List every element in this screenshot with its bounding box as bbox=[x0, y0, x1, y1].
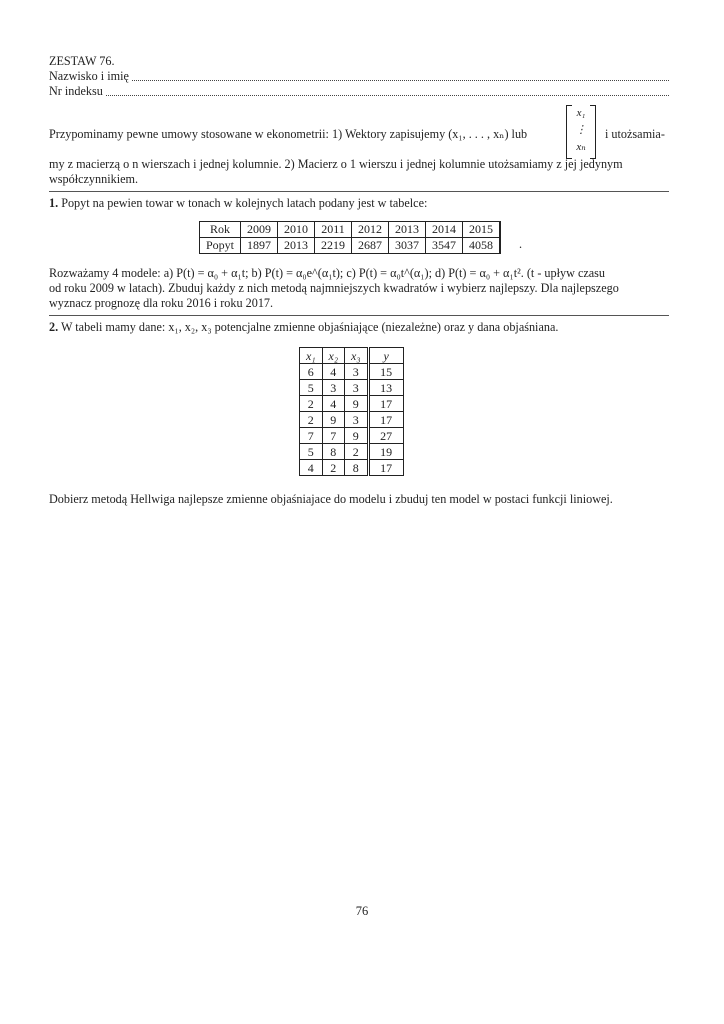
table-cell: 4 bbox=[322, 364, 345, 380]
table-cell: 8 bbox=[345, 460, 369, 476]
table-cell: 17 bbox=[368, 412, 403, 428]
task1-header bbox=[49, 196, 669, 211]
table-cell: 2010 bbox=[278, 222, 315, 238]
document-page bbox=[49, 54, 669, 507]
index-label: Nr indeksu bbox=[49, 84, 103, 98]
table-header-x3: x₃ bbox=[345, 348, 369, 364]
task2-closing-text: Dobierz metodą Hellwiga najlepsze zmienne objaśniajace do modelu i zbuduj ten model w postaci funkcji liniowej. bbox=[49, 492, 613, 506]
column-vector-matrix bbox=[566, 105, 596, 157]
table-cell: 2 bbox=[345, 444, 369, 460]
table-header-row bbox=[300, 348, 404, 364]
table-cell: 3547 bbox=[426, 238, 463, 254]
name-dotted-line bbox=[132, 70, 669, 81]
task2-text: W tabeli mamy dane: x₁, x₂, x₃ potencjalne zmienne objaśniające (niezależne) oraz y dana objaśniana. bbox=[60, 320, 559, 334]
variables-table-wrap bbox=[299, 347, 669, 476]
table-cell: 2011 bbox=[315, 222, 352, 238]
table-cell: 19 bbox=[368, 444, 403, 460]
table-cell: 3037 bbox=[389, 238, 426, 254]
matrix-top-entry: x₁ bbox=[576, 107, 586, 119]
page-number: 76 bbox=[355, 904, 369, 918]
table-cell: 8 bbox=[322, 444, 345, 460]
intro-line-3: współczynnikiem. bbox=[49, 172, 139, 186]
table-cell: 6 bbox=[300, 364, 323, 380]
table-cell: 17 bbox=[368, 396, 403, 412]
table-cell: 4 bbox=[300, 460, 323, 476]
task1-models-line-1: Rozważamy 4 modele: a) P(t) = α₀ + α₁t; b) P(t) = α₀e^(α₁t); c) P(t) = α₀t^(α₁); d) P(t) = α₀ + α₁t². (t - upływ czasu bbox=[49, 266, 606, 280]
table-cell: 15 bbox=[368, 364, 403, 380]
task2-number: 2. bbox=[49, 320, 59, 334]
table-header-y: y bbox=[368, 348, 403, 364]
table-cell: 2 bbox=[300, 396, 323, 412]
index-dotted-line bbox=[106, 85, 669, 96]
table-cell-popyt: Popyt bbox=[200, 238, 241, 254]
table-row bbox=[300, 412, 404, 428]
table-cell: 13 bbox=[368, 380, 403, 396]
table-row-demand bbox=[200, 238, 501, 254]
table-row bbox=[300, 460, 404, 476]
table-cell: 2687 bbox=[352, 238, 389, 254]
table-cell: 3 bbox=[345, 380, 369, 396]
task2-header bbox=[49, 320, 669, 335]
table-cell: 17 bbox=[368, 460, 403, 476]
demand-table-wrap bbox=[199, 221, 669, 254]
table-header-x2: x₂ bbox=[322, 348, 345, 364]
intro-text-1: Przypominamy pewne umowy stosowane w ekonometrii: 1) Wektory zapisujemy (x₁, . . . , xₙ) lub bbox=[49, 127, 528, 141]
table-cell: 7 bbox=[300, 428, 323, 444]
table-cell: 3 bbox=[322, 380, 345, 396]
task1-models-line-2: od roku 2009 w latach). Zbuduj każdy z nich metodą najmniejszych kwadratów i wybierz najlepszy. Dla najlepszego bbox=[49, 281, 619, 295]
table-cell: 2 bbox=[322, 460, 345, 476]
name-field bbox=[49, 69, 669, 84]
table-row bbox=[300, 364, 404, 380]
table-cell: 27 bbox=[368, 428, 403, 444]
intro-text-2: i utożsamia- bbox=[605, 127, 665, 141]
table-trailing-period: . bbox=[519, 237, 523, 251]
divider bbox=[49, 191, 669, 192]
table-row-years bbox=[200, 222, 501, 238]
table-cell: 5 bbox=[300, 380, 323, 396]
table-cell: 5 bbox=[300, 444, 323, 460]
variables-table bbox=[299, 347, 404, 476]
matrix-middle-entry: ⋮ bbox=[575, 124, 587, 136]
set-title: ZESTAW 76. bbox=[49, 54, 115, 68]
divider bbox=[49, 315, 669, 316]
intro-block bbox=[49, 105, 669, 157]
table-cell: 2015 bbox=[463, 222, 501, 238]
task1-text: Popyt na pewien towar w tonach w kolejnych latach podany jest w tabelce: bbox=[61, 196, 428, 210]
matrix-bottom-entry: xₙ bbox=[576, 141, 586, 153]
table-header-x1: x₁ bbox=[300, 348, 323, 364]
table-cell: 3 bbox=[345, 364, 369, 380]
table-cell: 2013 bbox=[278, 238, 315, 254]
table-row bbox=[300, 380, 404, 396]
table-cell: 2013 bbox=[389, 222, 426, 238]
table-cell: 4058 bbox=[463, 238, 501, 254]
table-cell: 3 bbox=[345, 412, 369, 428]
table-row bbox=[300, 444, 404, 460]
table-cell: 2009 bbox=[241, 222, 278, 238]
demand-table bbox=[199, 221, 501, 254]
table-row bbox=[300, 396, 404, 412]
table-cell: 1897 bbox=[241, 238, 278, 254]
table-cell: 9 bbox=[345, 428, 369, 444]
table-cell-rok: Rok bbox=[200, 222, 241, 238]
table-cell: 2012 bbox=[352, 222, 389, 238]
table-row bbox=[300, 428, 404, 444]
table-cell: 2219 bbox=[315, 238, 352, 254]
table-cell: 9 bbox=[345, 396, 369, 412]
task1-number: 1. bbox=[49, 196, 59, 210]
intro-line-2: my z macierzą o n wierszach i jednej kolumnie. 2) Macierz o 1 wierszu i jednej kolumnie utożsamiamy z jej jedynym bbox=[49, 157, 623, 171]
table-cell: 4 bbox=[322, 396, 345, 412]
table-cell: 2014 bbox=[426, 222, 463, 238]
name-label: Nazwisko i imię bbox=[49, 69, 129, 83]
task1-models-line-3: wyznacz prognozę dla roku 2016 i roku 2017. bbox=[49, 296, 274, 310]
table-cell: 2 bbox=[300, 412, 323, 428]
table-cell: 9 bbox=[322, 412, 345, 428]
table-cell: 7 bbox=[322, 428, 345, 444]
index-field bbox=[49, 84, 669, 99]
